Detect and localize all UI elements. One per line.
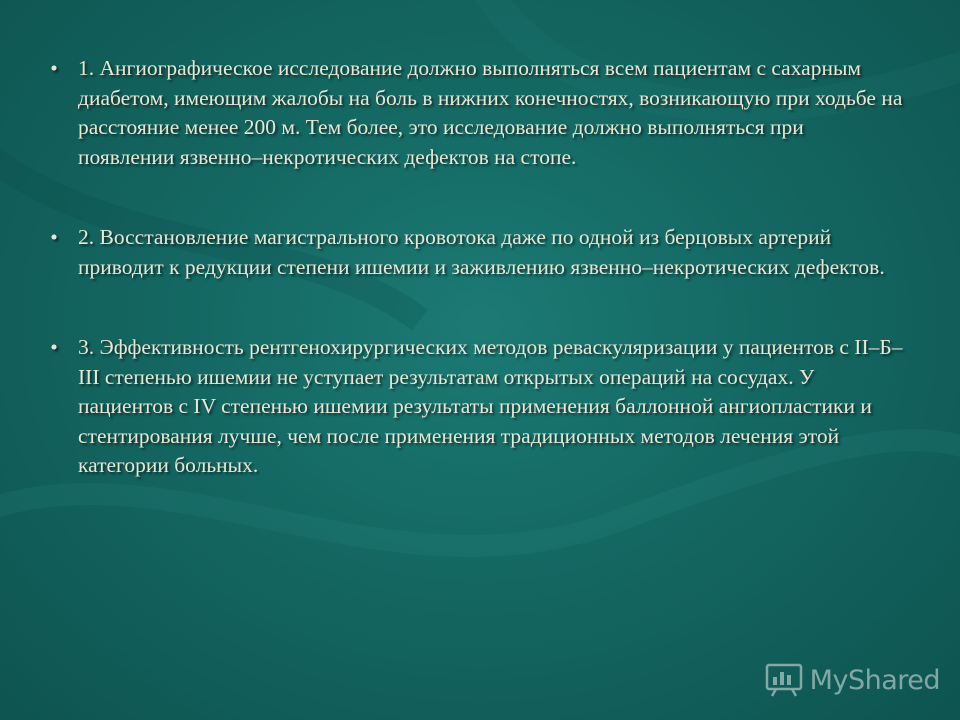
bullet-list (44, 54, 904, 481)
bullet-item-1 (44, 54, 904, 172)
bullet-item-2 (44, 223, 904, 282)
watermark (764, 662, 940, 698)
bullet-text: 2. Восстановление магистрального кровотока даже по одной из берцовых артерий приводит к редукции степени ишемии и заживлению язвенно–некротических дефектов. (78, 225, 885, 279)
bullet-marker: • (50, 56, 58, 80)
bullet-text: 3. Эффективность рентгенохирургических методов реваскуляризации у пациентов с II–Б–III степенью ишемии не уступает результатам открытых операций на сосудах. У пациентов с IV степенью ишемии результаты применения баллонной ангиопластики и стентирования лучше, чем после применения традиционных методов лечения этой категории больных. (78, 335, 903, 477)
bullet-text: 1. Ангиографическое исследование должно выполняться всем пациентам с сахарным диабетом, имеющим жалобы на боль в нижних конечностях, возникающую при ходьбе на расстояние менее 200 м. Тем более, это исследование должно выполняться при появлении язвенно–некротических дефектов на стопе. (78, 56, 903, 169)
watermark-text: MyShared (809, 664, 940, 696)
presentation-board-icon (764, 662, 804, 698)
bullet-item-3 (44, 333, 904, 481)
bullet-marker: • (50, 225, 58, 249)
bullet-marker: • (50, 335, 58, 359)
